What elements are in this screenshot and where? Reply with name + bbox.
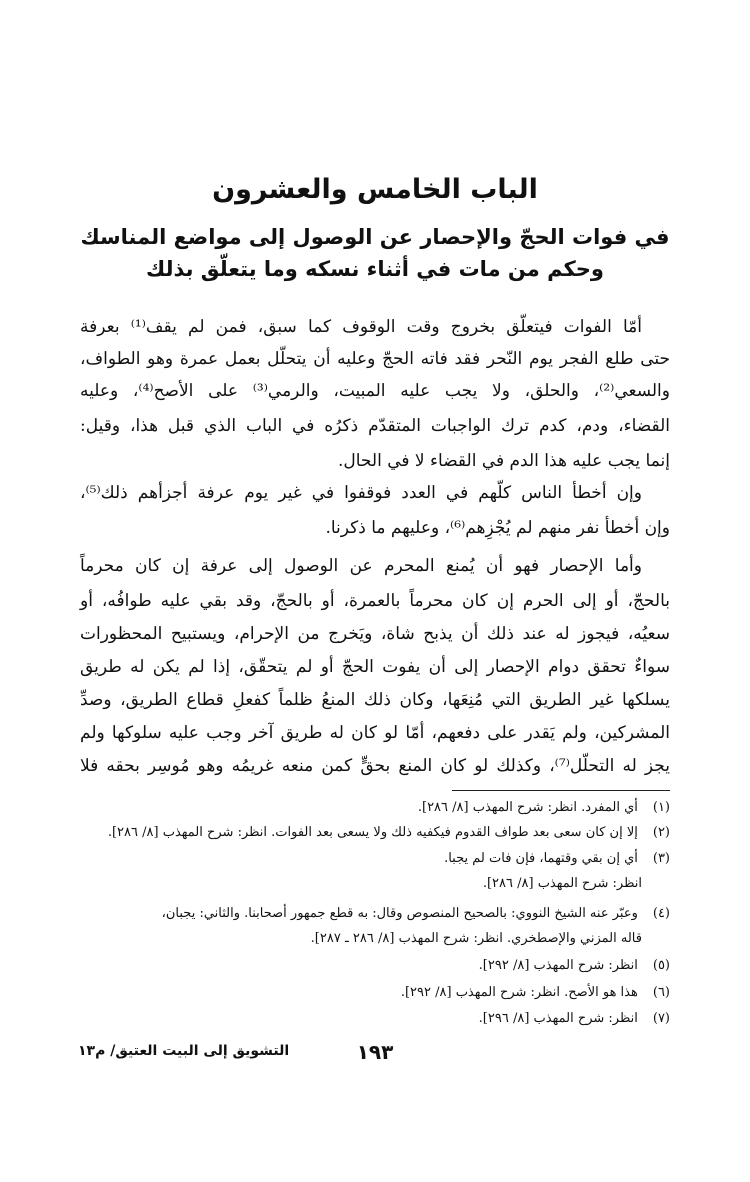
footnote-text: أي إن بقي وقتهما، فإن فات لم يجبا.	[444, 851, 638, 866]
footnote-6	[80, 982, 670, 1004]
footnote-text: وعبّر عنه الشيخ النووي: بالصحيح المنصوص وقال: به قطع جمهور أصحابنا. والثاني: يجبان،	[161, 906, 638, 921]
body-line: القضاء، ودم، كدم ترك الواجبات المتقدّم ذكرُه في الباب الذي قبل هذا، وقيل:	[80, 416, 670, 436]
body-line: والسعي⁽²⁾، والحلق، ولا يجب عليه المبيت، والرمي⁽³⁾ على الأصح⁽⁴⁾، وعليه	[80, 381, 670, 401]
body-line: وإن أخطأ نفر منهم لم يُجْزِهم⁽⁶⁾، وعليهم ما ذكرنا.	[325, 518, 670, 538]
footnote-1	[80, 797, 670, 819]
footnote-5	[80, 955, 670, 977]
body-line: المشركين، ولم يَقدر على دفعهم، أمّا لو كان له طريق آخر وجب عليه سلوكها ولم	[80, 723, 670, 743]
footnote-text: قاله المزني والإصطخري. انظر: شرح المهذب [٨/ ٢٨٦ ـ ٢٨٧].	[310, 931, 642, 946]
chapter-subtitle-line-2: وحكم من مات في أثناء نسكه وما يتعلّق بذلك	[146, 257, 604, 281]
footnote-divider	[452, 790, 670, 791]
footnote-7	[80, 1008, 670, 1030]
footnote-number: (٦)	[652, 985, 670, 1000]
body-line: سعيُه، فيجوز له عند ذلك أن يذبح شاة، ويَخرج من الإحرام، ويستبيح المحظورات	[80, 624, 670, 644]
body-line: بالحجّ، أو إلى الحرم إن كان محرماً بالعمرة، أو بالحجّ، وقد بقي عليه طوافُه، أو	[80, 591, 670, 611]
chapter-subtitle-line-1: في فوات الحجّ والإحصار عن الوصول إلى مواضع المناسك	[80, 225, 670, 249]
footnote-number: (١)	[652, 800, 670, 815]
footnote-4	[80, 903, 670, 925]
body-line: أمّا الفوات فيتعلّق بخروج وقت الوقوف كما سبق، فمن لم يقف⁽¹⁾ بعرفة	[80, 317, 642, 337]
footnote-number: (٧)	[652, 1011, 670, 1026]
footnote-number: (٥)	[652, 958, 670, 973]
footnote-4-continuation	[80, 928, 642, 950]
footnote-text: انظر: شرح المهذب [٨/ ٢٨٦].	[482, 876, 642, 891]
body-line: يسلكها غير الطريق التي مُنِعَها، وكان ذلك المنعُ ظلماً كفعلِ قطاع الطريق، وصدِّ	[80, 690, 670, 710]
footnote-3	[80, 848, 670, 870]
body-line: سواءٌ تحقق دوام الإحصار إلى أن يفوت الحجّ أو لم يتحقّق، إذا لم يكن له طريق	[80, 657, 670, 677]
footnote-text: هذا هو الأصح. انظر: شرح المهذب [٨/ ٢٩٢].	[400, 985, 638, 1000]
body-line: يجز له التحلّل⁽⁷⁾، وكذلك لو كان المنع بحقٍّ كمن منعه غريمُه وهو مُوسِر بحقه فلا	[80, 756, 670, 776]
footnote-number: (٣)	[652, 851, 670, 866]
body-line: إنما يجب عليه هذا الدم في القضاء لا في الحال.	[338, 451, 670, 471]
footnote-3-continuation	[80, 873, 642, 895]
book-signature: التشويق إلى البيت العتيق/ م١٣	[78, 1043, 290, 1059]
footnote-text: إلا إن كان سعى بعد طواف القدوم فيكفيه ذلك ولا يسعى بعد الفوات. انظر: شرح المهذب [٨/ ٢٨٦].	[107, 825, 638, 840]
chapter-title: الباب الخامس والعشرون	[212, 174, 538, 205]
footnote-text: أي المفرد. انظر: شرح المهذب [٨/ ٢٨٦].	[417, 800, 638, 815]
footnote-number: (٢)	[652, 825, 670, 840]
footnote-2	[80, 822, 670, 844]
footnote-text: انظر: شرح المهذب [٨/ ٢٩٢].	[478, 958, 638, 973]
footnote-text: انظر: شرح المهذب [٨/ ٢٩٦].	[478, 1011, 638, 1026]
body-line: وأما الإحصار فهو أن يُمنع المحرم عن الوصول إلى عرفة إن كان محرماً	[80, 556, 642, 576]
footnote-number: (٤)	[652, 906, 670, 921]
body-line: وإن أخطأ الناس كلّهم في العدد فوقفوا في غير يوم عرفة أجزأهم ذلك⁽⁵⁾،	[80, 483, 642, 503]
body-line: حتى طلع الفجر يوم النّحر فقد فاته الحجّ وعليه أن يتحلّل بعمل عمرة وهو الطواف،	[80, 349, 670, 369]
page-number: ١٩٣	[356, 1040, 394, 1064]
